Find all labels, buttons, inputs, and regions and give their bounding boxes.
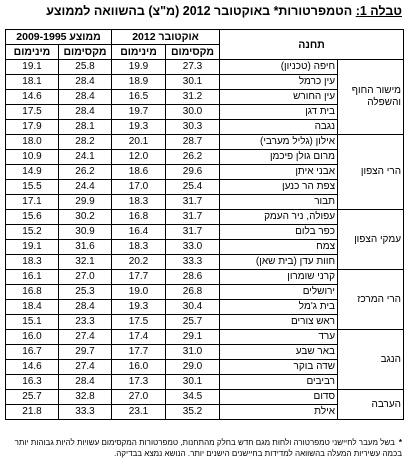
station-cell: באר שבע (220, 345, 338, 360)
min-average-cell: 15.2 (6, 225, 59, 240)
max-average-cell: 30.9 (59, 225, 112, 240)
station-cell: עין כרמל (220, 75, 338, 90)
footnote-text: בשל מעבר לחיישני טמפרטורה ולחות מגם חדש בחלק מהתחנות, טמפרטורות המקסימום עשויות להיות גבוהות יותר בכמה עשיריות המעלה בהשוואה למדידות בחיישנים הישנים יותר. הנושא נמצא בבדיקה. (14, 438, 402, 458)
station-cell: אבני איתן (220, 165, 338, 180)
region-cell: מישור החוף והשפלה (338, 60, 404, 135)
station-cell: שדה בוקר (220, 360, 338, 375)
max-average-cell: 28.4 (59, 75, 112, 90)
min-2012-cell: 18.9 (112, 75, 166, 90)
max-average-cell: 28.4 (59, 375, 112, 390)
min-average-cell: 18.0 (6, 135, 59, 150)
station-cell: ערד (220, 330, 338, 345)
min-average-cell: 17.5 (6, 105, 59, 120)
min-average-cell: 16.7 (6, 345, 59, 360)
min-2012-cell: 17.7 (112, 345, 166, 360)
table-row (6, 270, 404, 285)
min-average-cell: 16.3 (6, 375, 59, 390)
min-2012-cell: 23.1 (112, 405, 166, 420)
max-2012-cell: 30.4 (166, 300, 220, 315)
min-average-cell: 15.1 (6, 315, 59, 330)
table-row (6, 210, 404, 225)
max-average-cell: 28.4 (59, 105, 112, 120)
min-2012-cell: 17.4 (112, 330, 166, 345)
station-cell: צמח (220, 240, 338, 255)
min-average-cell: 18.4 (6, 300, 59, 315)
max-2012-cell: 26.2 (166, 150, 220, 165)
max-average-cell: 29.7 (59, 345, 112, 360)
max-average-cell: 28.1 (59, 120, 112, 135)
table-title-text: הטמפרטורות* באוקטובר 2012 (מ"צ) בהשוואה לממוצע (46, 4, 356, 18)
max-average-cell: 26.2 (59, 165, 112, 180)
max-2012-cell: 30.3 (166, 120, 220, 135)
min-average-cell: 15.5 (6, 180, 59, 195)
min-2012-cell: 16.4 (112, 225, 166, 240)
station-cell: צפת הר כנען (220, 180, 338, 195)
station-cell: כפר בלום (220, 225, 338, 240)
min-average-cell: 18.3 (6, 255, 59, 270)
max-2012-cell: 25.7 (166, 315, 220, 330)
table-row (6, 135, 404, 150)
min-2012-header: מינימום (112, 45, 166, 60)
station-cell: מרום גולן פיכמן (220, 150, 338, 165)
max-2012-cell: 31.0 (166, 345, 220, 360)
min-2012-cell: 12.0 (112, 150, 166, 165)
station-cell: עפולה, ניר העמק (220, 210, 338, 225)
min-average-cell: 14.6 (6, 360, 59, 375)
period-average-header: ממוצע 2009-1995 (6, 30, 112, 45)
max-average-cell: 23.3 (59, 315, 112, 330)
min-2012-cell: 20.1 (112, 135, 166, 150)
max-2012-cell: 26.8 (166, 285, 220, 300)
max-2012-cell: 33.3 (166, 255, 220, 270)
max-average-cell: 25.3 (59, 285, 112, 300)
temperature-table (5, 29, 404, 420)
min-average-cell: 17.9 (6, 120, 59, 135)
station-cell: ראש צורים (220, 315, 338, 330)
min-2012-cell: 19.0 (112, 285, 166, 300)
station-cell: חוות עדן (בית שאן) (220, 255, 338, 270)
station-cell: קרני שומרון (220, 270, 338, 285)
min-2012-cell: 27.0 (112, 390, 166, 405)
station-cell: אילון (גליל מערבי) (220, 135, 338, 150)
table-title (6, 4, 402, 18)
min-2012-cell: 18.3 (112, 195, 166, 210)
min-2012-cell: 20.2 (112, 255, 166, 270)
min-average-cell: 16.8 (6, 285, 59, 300)
max-average-cell: 28.4 (59, 90, 112, 105)
region-cell: הרי הצפון (338, 135, 404, 210)
max-2012-cell: 31.7 (166, 210, 220, 225)
min-average-cell: 14.9 (6, 165, 59, 180)
min-average-cell: 14.6 (6, 90, 59, 105)
max-2012-cell: 25.4 (166, 180, 220, 195)
max-2012-cell: 29.6 (166, 165, 220, 180)
max-2012-cell: 30.1 (166, 75, 220, 90)
max-average-cell: 25.8 (59, 60, 112, 75)
min-2012-cell: 16.5 (112, 90, 166, 105)
max-average-cell: 29.9 (59, 195, 112, 210)
max-average-header: מקסימום (59, 45, 112, 60)
region-cell: הרי המרכז (338, 270, 404, 330)
max-2012-header: מקסימום (166, 45, 220, 60)
min-average-cell: 17.1 (6, 195, 59, 210)
min-2012-cell: 16.0 (112, 360, 166, 375)
max-average-cell: 30.2 (59, 210, 112, 225)
min-2012-cell: 17.3 (112, 375, 166, 390)
max-average-cell: 32.1 (59, 255, 112, 270)
region-cell: עמקי הצפון (338, 210, 404, 270)
min-average-cell: 16.0 (6, 330, 59, 345)
table-body (6, 60, 404, 420)
max-average-cell: 27.4 (59, 330, 112, 345)
min-average-cell: 21.8 (6, 405, 59, 420)
station-cell: עין החורש (220, 90, 338, 105)
max-average-cell: 28.2 (59, 135, 112, 150)
max-2012-cell: 28.7 (166, 135, 220, 150)
min-2012-cell: 17.0 (112, 180, 166, 195)
max-average-cell: 28.4 (59, 300, 112, 315)
min-average-header: מינימום (6, 45, 59, 60)
min-2012-cell: 17.5 (112, 315, 166, 330)
min-average-cell: 10.9 (6, 150, 59, 165)
footnote-star: * (398, 438, 402, 447)
min-average-cell: 19.1 (6, 60, 59, 75)
min-2012-cell: 18.6 (112, 165, 166, 180)
max-average-cell: 32.8 (59, 390, 112, 405)
station-cell: תבור (220, 195, 338, 210)
station-header: תחנה (220, 30, 404, 60)
table-row (6, 330, 404, 345)
min-2012-cell: 19.9 (112, 60, 166, 75)
station-cell: ירושלים (220, 285, 338, 300)
max-2012-cell: 29.0 (166, 360, 220, 375)
min-2012-cell: 18.3 (112, 240, 166, 255)
min-average-cell: 15.6 (6, 210, 59, 225)
station-cell: אילת (220, 405, 338, 420)
min-average-cell: 25.7 (6, 390, 59, 405)
station-cell: חיפה (טכניון) (220, 60, 338, 75)
region-cell: הנגב (338, 330, 404, 390)
max-average-cell: 24.1 (59, 150, 112, 165)
max-2012-cell: 27.3 (166, 60, 220, 75)
max-average-cell: 24.4 (59, 180, 112, 195)
max-2012-cell: 28.6 (166, 270, 220, 285)
min-2012-cell: 17.7 (112, 270, 166, 285)
station-cell: נגבה (220, 120, 338, 135)
table-title-prefix: טבלה 1: (355, 4, 402, 18)
max-2012-cell: 30.0 (166, 105, 220, 120)
max-2012-cell: 33.0 (166, 240, 220, 255)
min-average-cell: 18.1 (6, 75, 59, 90)
min-average-cell: 16.1 (6, 270, 59, 285)
min-average-cell: 19.1 (6, 240, 59, 255)
table-row (6, 390, 404, 405)
max-average-cell: 27.4 (59, 360, 112, 375)
station-cell: סדום (220, 390, 338, 405)
min-2012-cell: 19.3 (112, 300, 166, 315)
max-average-cell: 31.6 (59, 240, 112, 255)
max-2012-cell: 30.1 (166, 375, 220, 390)
max-2012-cell: 31.2 (166, 90, 220, 105)
station-cell: בית ג'מל (220, 300, 338, 315)
min-2012-cell: 16.8 (112, 210, 166, 225)
max-2012-cell: 31.7 (166, 195, 220, 210)
min-2012-cell: 19.3 (112, 120, 166, 135)
max-2012-cell: 29.1 (166, 330, 220, 345)
max-2012-cell: 31.7 (166, 225, 220, 240)
min-2012-cell: 19.7 (112, 105, 166, 120)
station-cell: בית דגן (220, 105, 338, 120)
footnote (6, 438, 402, 459)
max-2012-cell: 35.2 (166, 405, 220, 420)
table-row (6, 60, 404, 75)
region-cell: הערבה (338, 390, 404, 420)
max-average-cell: 27.0 (59, 270, 112, 285)
max-average-cell: 33.3 (59, 405, 112, 420)
period-2012-header: אוקטובר 2012 (112, 30, 220, 45)
station-cell: רביבים (220, 375, 338, 390)
max-2012-cell: 34.5 (166, 390, 220, 405)
